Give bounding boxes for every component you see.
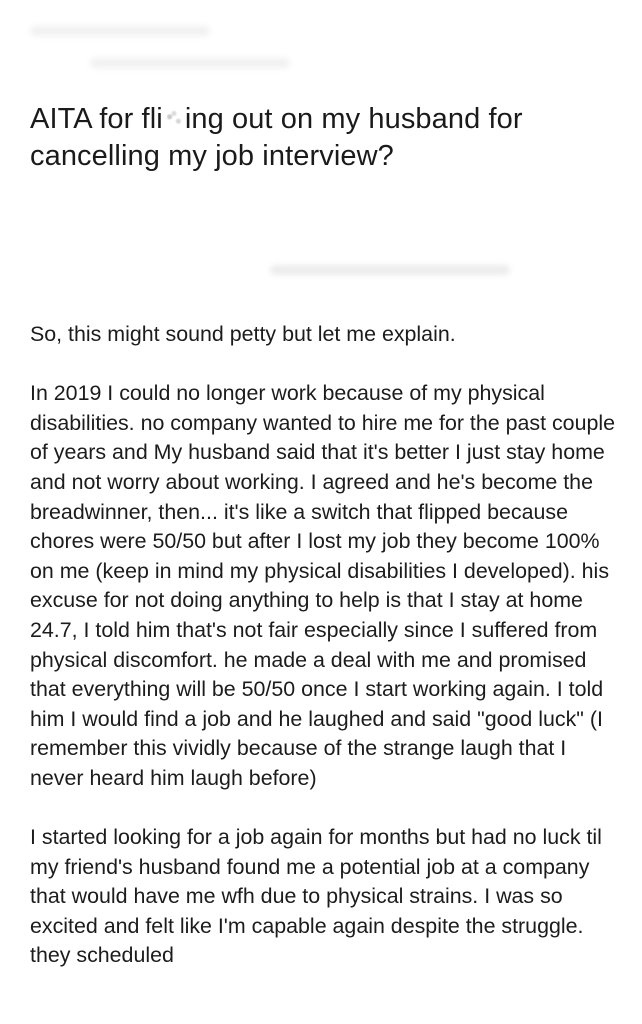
- post-paragraph: In 2019 I could no longer work because of my physical disabilities. no company wanted to hire me for the past couple of years and My husband said that it's better I just stay home and not worry about working. I agreed and he's become the breadwinner, then... it's like a switch that flipped because chores were 50/50 but after I lost my job they become 100% on me (keep in mind my physical disabilities I developed). his excuse for not doing anything to help is that I stay at home 24.7, I told him that's not fair especially since I suffered from physical discomfort. he made a deal with me and promised that everything will be 50/50 once I start working again. I told him I would find a job and he laughed and said "good luck" (I remember this vividly because of the strange laugh that I never heard him laugh before): [30, 381, 616, 790]
- post-body: [30, 320, 625, 1001]
- censor-blur-icon: [163, 108, 185, 130]
- post-title: [30, 101, 620, 175]
- post-title-end: ing out on my husband for cancelling my job interview?: [30, 103, 523, 172]
- blurred-post-meta: [270, 262, 520, 278]
- post-paragraph: I started looking for a job again for months but had no luck til my friend's husband found me a potential job at a company that would have me wfh due to physical strains. I was so excited and felt like I'm capable again despite the struggle. they scheduled: [30, 825, 602, 968]
- post-paragraph: So, this might sound petty but let me explain.: [30, 322, 456, 346]
- post-title-start: AITA for fli: [30, 103, 163, 135]
- blurred-post-header: [30, 18, 330, 78]
